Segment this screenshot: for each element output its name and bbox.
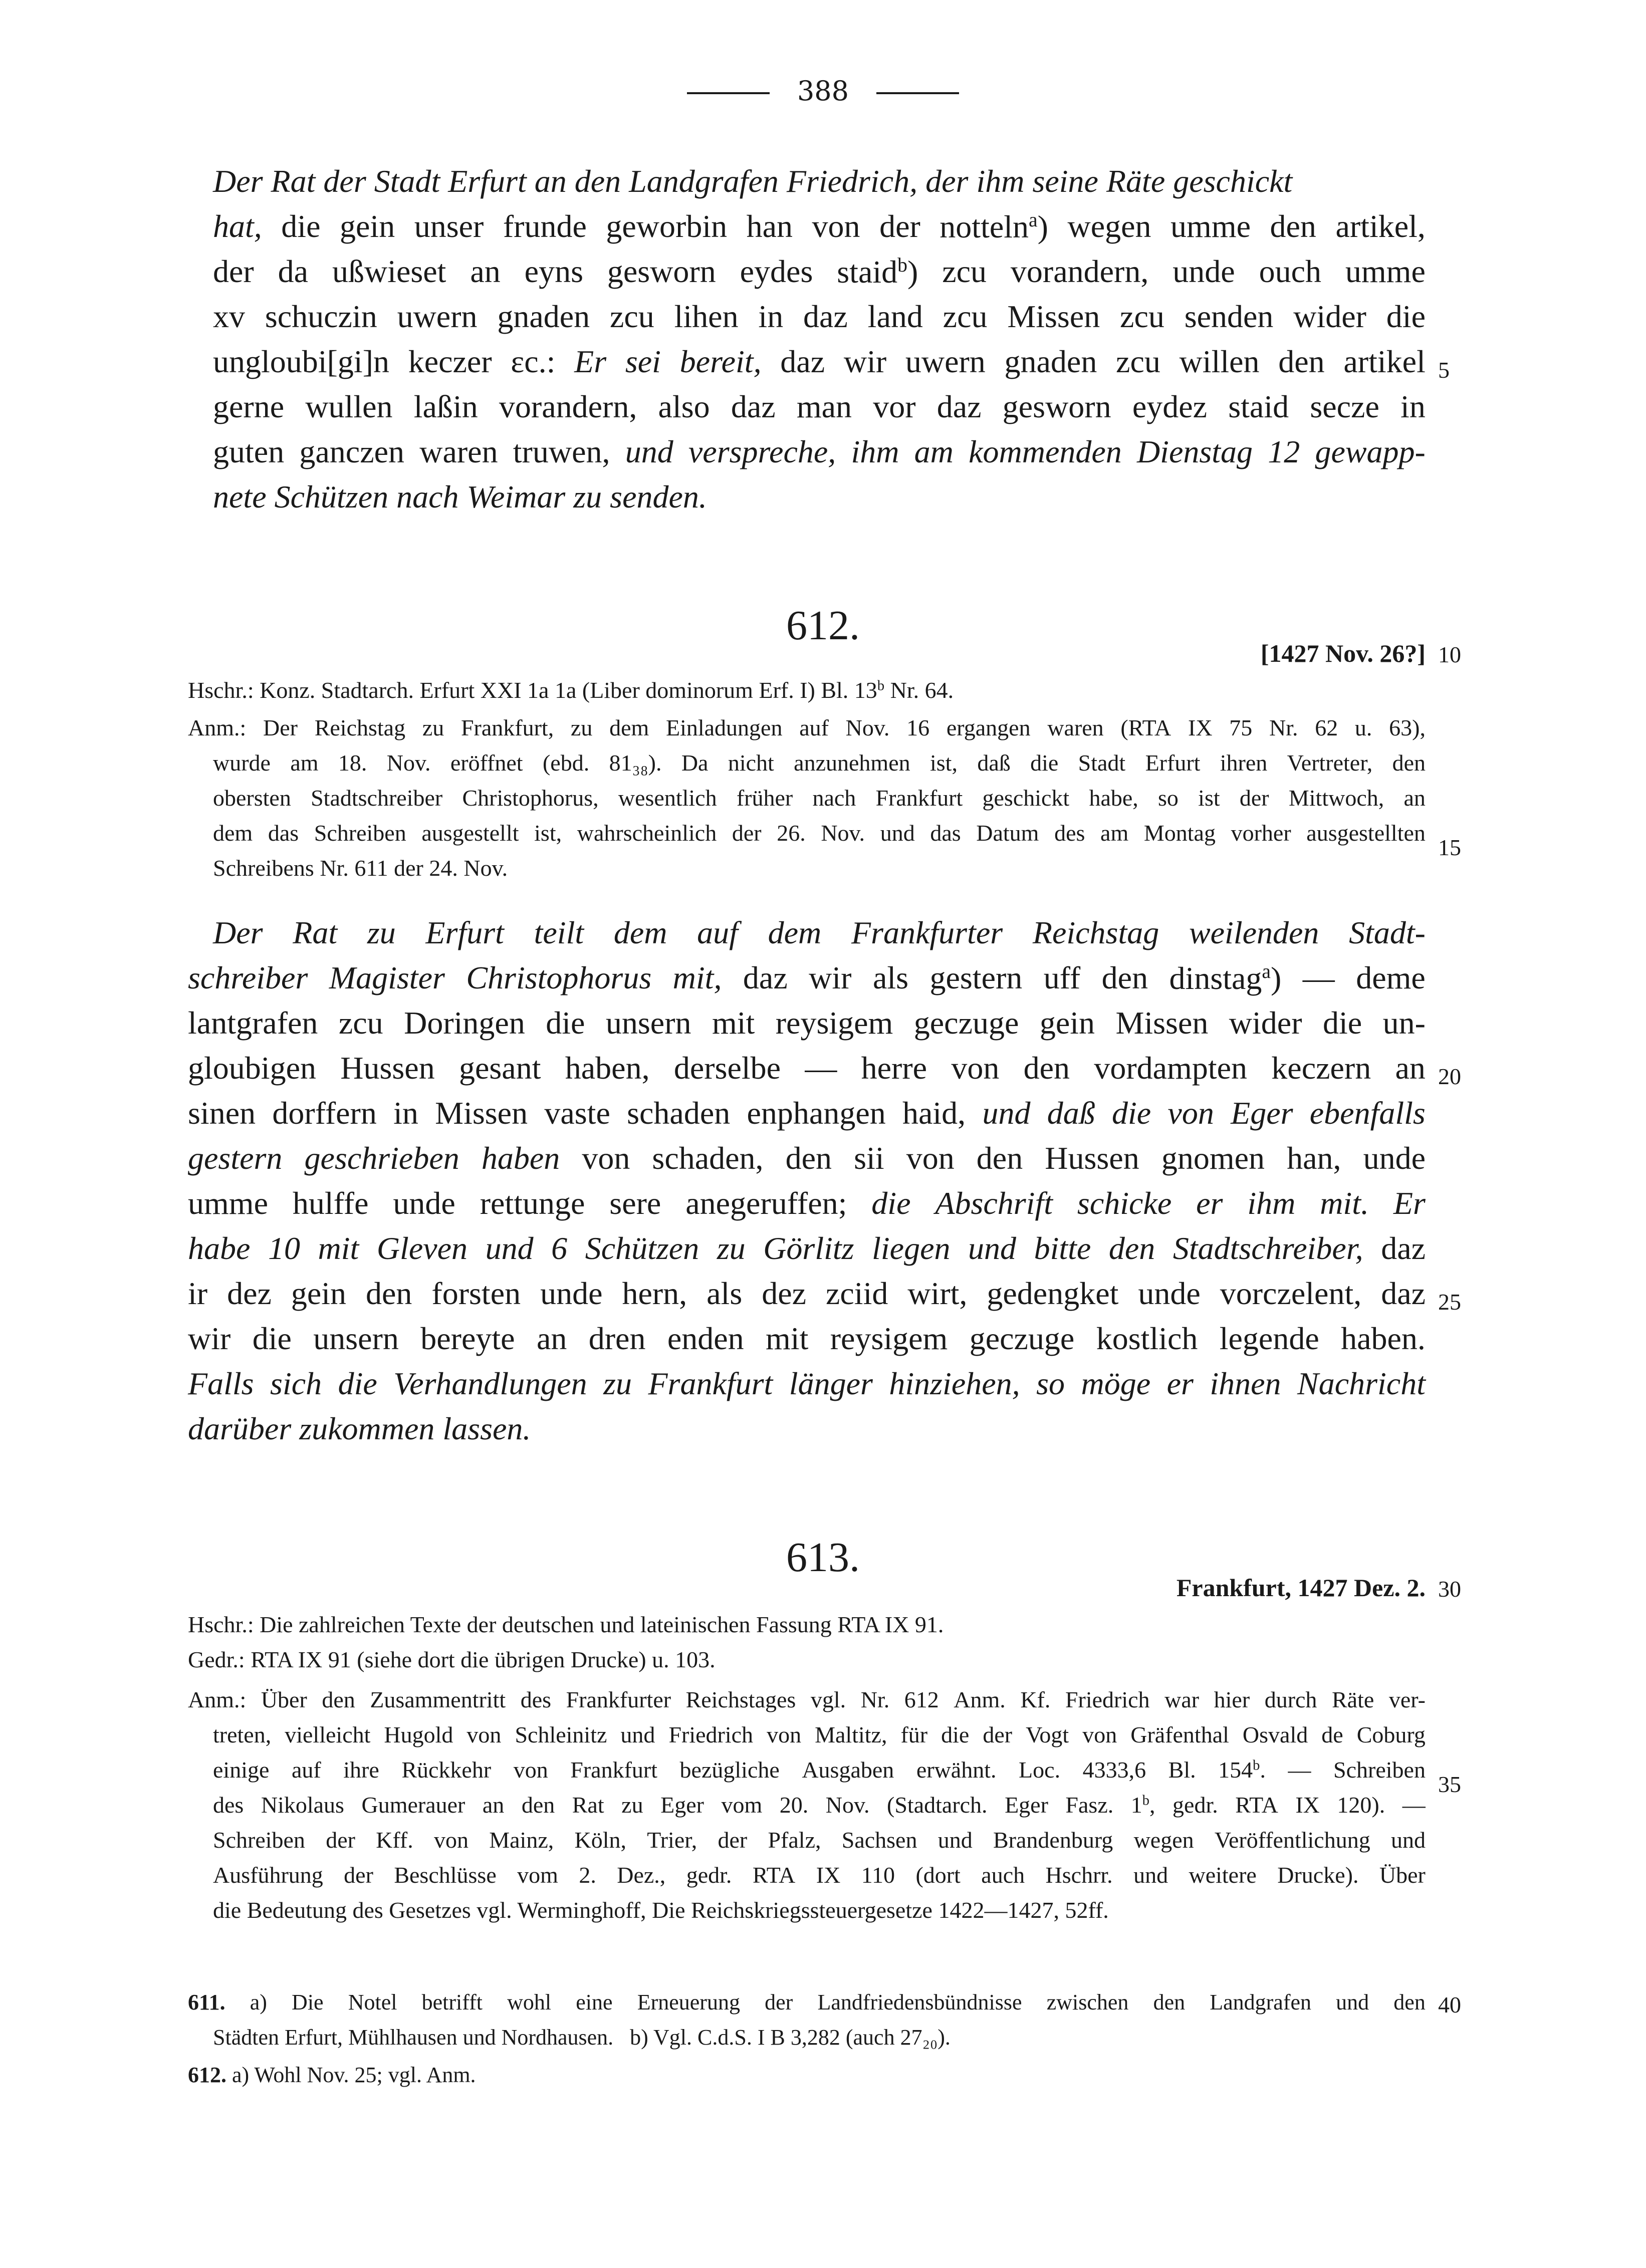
text-line: Der Rat zu Erfurt teilt dem auf dem Frankfurter Reichstag weilenden Stadt- [213, 915, 1426, 950]
text-line: umme hulffe unde rettunge sere anegeruffen; die Abschrift schicke er ihm mit. Er [188, 1185, 1426, 1221]
text-line: habe 10 mit Gleven und 6 Schützen zu Görlitz liegen und bitte den Stadtschreiber, daz [188, 1230, 1426, 1266]
text-line: gerne wullen laßin vorandern, also daz man vor daz gesworn eydez staid secze in [213, 389, 1426, 424]
apparatus-line: Hschr.: Die zahlreichen Texte der deutschen und lateinischen Fassung RTA IX 91. [188, 1612, 944, 1637]
apparatus-line: einige auf ihre Rückkehr von Frankfurt bezügliche Ausgaben erwähnt. Loc. 4333,6 Bl. 154$^b$. — Schreiben [213, 1757, 1426, 1783]
apparatus-line: treten, vielleicht Hugold von Schleinitz und Friedrich von Maltitz, für die der Vogt von Gräfenthal Osvald de Coburg [213, 1722, 1426, 1747]
line-number: 10 [1438, 642, 1461, 667]
line-number: 35 [1438, 1772, 1461, 1797]
text-line: gestern geschrieben haben von schaden, den sii von den Hussen gnomen han, unde [188, 1140, 1426, 1176]
apparatus-line: die Bedeutung des Gesetzes vgl. Werminghoff, Die Reichskriegssteuergesetze 1422—1427, 52ff. [213, 1897, 1109, 1923]
apparatus-line: Gedr.: RTA IX 91 (siehe dort die übrigen Drucke) u. 103. [188, 1647, 716, 1672]
apparatus-line: Schreibens Nr. 611 der 24. Nov. [213, 855, 508, 881]
line-number: 5 [1438, 357, 1450, 383]
footnote-line: 611. a) Die Notel betrifft wohl eine Erneuerung der Landfriedensbündnisse zwischen den Landgrafen und den [188, 1990, 1426, 2014]
text-line: wir die unsern bereyte an dren enden mit reysigem geczuge kostlich legende haben. [188, 1321, 1426, 1356]
doc-612-number: 612. [786, 602, 860, 649]
text-line: schreiber Magister Christophorus mit, daz wir als gestern uff den dinstag$^a$) — deme [188, 960, 1426, 996]
apparatus-line: obersten Stadtschreiber Christophorus, wesentlich früher nach Frankfurt geschickt habe, so ist der Mittwoch, an [213, 785, 1426, 811]
text-line: guten ganczen waren truwen, und verspreche, ihm am kommenden Dienstag 12 gewapp- [213, 434, 1426, 469]
text-line: der da ußwieset an eyns gesworn eydes staid$^b$) zcu vorandern, unde ouch umme [213, 254, 1426, 290]
text-line: gloubigen Hussen gesant haben, derselbe — herre von den vordampten keczern an [188, 1050, 1426, 1086]
text-line: hat, die gein unser frunde geworbin han von der notteln$^a$) wegen umme den artikel, [213, 208, 1426, 244]
line-number: 20 [1438, 1064, 1461, 1089]
text-line: sinen dorffern in Missen vaste schaden enphangen haid, und daß die von Eger ebenfalls [188, 1095, 1426, 1131]
doc-612-date: [1427 Nov. 26?] [1260, 639, 1426, 667]
text-line: xv schuczin uwern gnaden zcu lihen in daz land zcu Missen zcu senden wider die [213, 299, 1426, 334]
apparatus-line: Hschr.: Konz. Stadtarch. Erfurt XXI 1a 1a (Liber dominorum Erf. I) Bl. 13$^b$ Nr. 64. [188, 677, 954, 703]
line-number: 30 [1438, 1576, 1461, 1602]
header-rule-left [687, 92, 770, 94]
apparatus-line: Ausführung der Beschlüsse vom 2. Dez., gedr. RTA IX 110 (dort auch Hschrr. und weitere Drucke). Über [213, 1862, 1426, 1888]
doc-613-date: Frankfurt, 1427 Dez. 2. [1176, 1574, 1426, 1602]
header-rule-right [876, 92, 959, 94]
apparatus-line: Anm.: Über den Zusammentritt des Frankfurter Reichstages vgl. Nr. 612 Anm. Kf. Friedrich war hier durch Räte ver- [188, 1687, 1426, 1712]
apparatus-line: wurde am 18. Nov. eröffnet (ebd. 81₃₈). Da nicht anzunehmen ist, daß die Stadt Erfurt ihren Vertreter, den [213, 750, 1426, 776]
apparatus-line: dem das Schreiben ausgestellt ist, wahrscheinlich der 26. Nov. und das Datum des am Montag vorher ausgestellten [213, 820, 1426, 846]
text-line: ungloubi[gi]n keczer ɛc.: Er sei bereit, daz wir uwern gnaden zcu willen den artikel [213, 344, 1426, 379]
text-line: Der Rat der Stadt Erfurt an den Landgrafen Friedrich, der ihm seine Räte geschickt [213, 163, 1293, 199]
text-line: ir dez gein den forsten unde hern, als dez zciid wirt, gedengket unde vorczelent, daz [188, 1276, 1426, 1311]
apparatus-line: des Nikolaus Gumerauer an den Rat zu Eger vom 20. Nov. (Stadtarch. Eger Fasz. 1$^b$, gedr. RTA IX 120). — [213, 1792, 1426, 1818]
text-line: lantgrafen zcu Doringen die unsern mit reysigem geczuge gein Missen wider die un- [188, 1005, 1426, 1041]
apparatus-line: Schreiben der Kff. von Mainz, Köln, Trier, der Pfalz, Sachsen und Brandenburg wegen Veröffentlichung und [213, 1827, 1426, 1853]
footnote-line: 612. a) Wohl Nov. 25; vgl. Anm. [188, 2063, 476, 2087]
doc-613-number: 613. [786, 1534, 860, 1581]
footnote-line: Städten Erfurt, Mühlhausen und Nordhausen. b) Vgl. C.d.S. I B 3,282 (auch 27₂₀). [213, 2025, 951, 2050]
line-number: 15 [1438, 835, 1461, 860]
text-line: darüber zukommen lassen. [188, 1411, 531, 1446]
line-number: 40 [1438, 1992, 1461, 2018]
text-line: Falls sich die Verhandlungen zu Frankfurt länger hinziehen, so möge er ihnen Nachricht [188, 1366, 1426, 1401]
line-number: 25 [1438, 1289, 1461, 1315]
text-line: nete Schützen nach Weimar zu senden. [213, 479, 707, 515]
apparatus-line: Anm.: Der Reichstag zu Frankfurt, zu dem Einladungen auf Nov. 16 ergangen waren (RTA IX 75 Nr. 62 u. 63), [188, 715, 1426, 740]
page-number: 388 [797, 75, 849, 107]
page-header [0, 75, 1646, 107]
